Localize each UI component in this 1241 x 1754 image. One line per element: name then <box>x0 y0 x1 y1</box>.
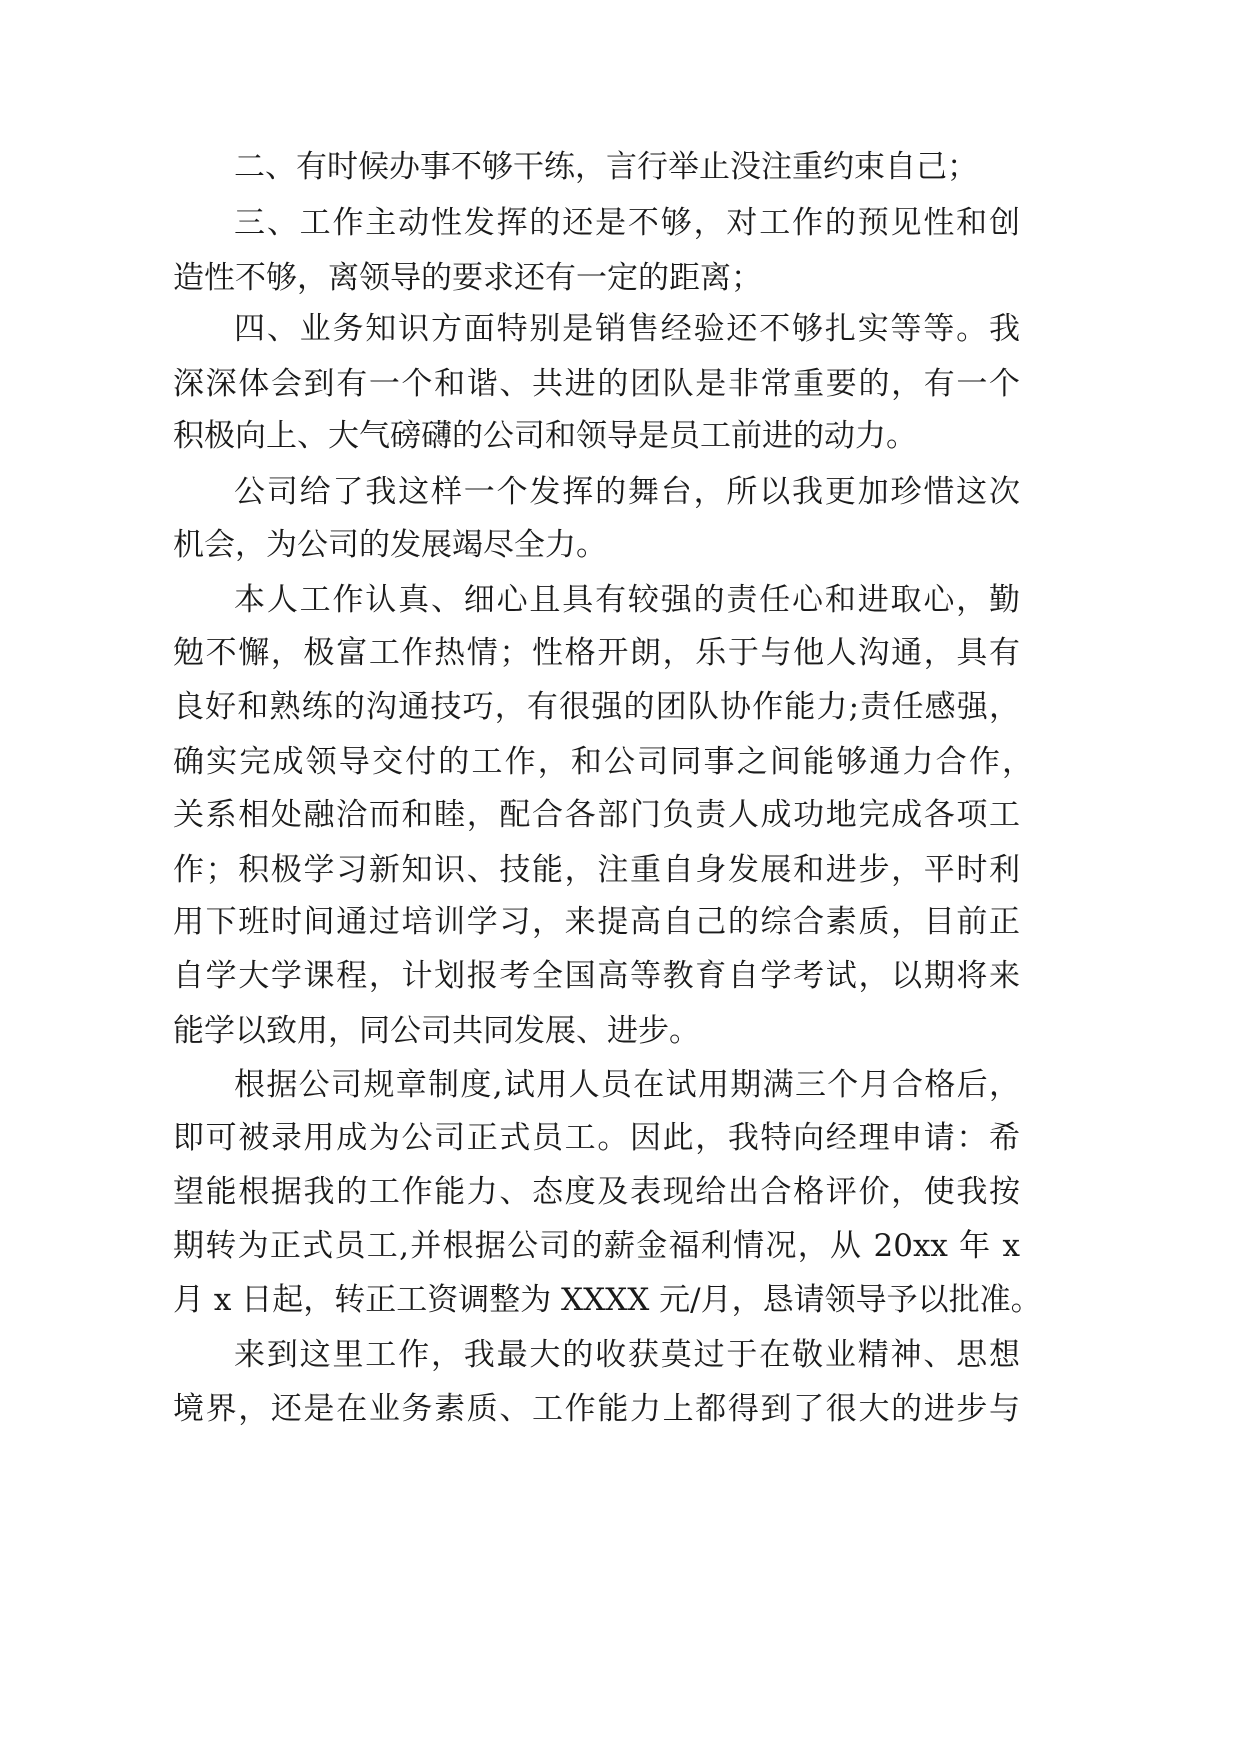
text-line: 本人工作认真、细心且具有较强的责任心和进取心，勤 <box>234 582 1020 618</box>
text-line: 期转为正式员工,并根据公司的薪金福利情况，从 20xx 年 x <box>173 1228 1020 1264</box>
text-line: 造性不够，离领导的要求还有一定的距离； <box>173 260 762 296</box>
text-line: 机会，为公司的发展竭尽全力。 <box>173 527 607 563</box>
text-line: 积极向上、大气磅礴的公司和领导是员工前进的动力。 <box>173 418 917 454</box>
text-line: 三、工作主动性发挥的还是不够，对工作的预见性和创 <box>234 205 1020 241</box>
text-line: 四、业务知识方面特别是销售经验还不够扎实等等。我 <box>234 311 1020 347</box>
text-line: 关系相处融洽而和睦，配合各部门负责人成功地完成各项工 <box>173 797 1020 833</box>
text-line: 自学大学课程，计划报考全国高等教育自学考试，以期将来 <box>173 958 1020 994</box>
text-line: 根据公司规章制度,试用人员在试用期满三个月合格后， <box>234 1067 1020 1103</box>
text-line: 勉不懈，极富工作热情；性格开朗，乐于与他人沟通，具有 <box>173 635 1020 671</box>
text-line: 月 x 日起，转正工资调整为 XXXX 元/月，恳请领导予以批准。 <box>173 1282 1042 1318</box>
text-line: 望能根据我的工作能力、态度及表现给出合格评价，使我按 <box>173 1174 1020 1210</box>
text-line: 来到这里工作，我最大的收获莫过于在敬业精神、思想 <box>234 1337 1020 1373</box>
text-line: 境界，还是在业务素质、工作能力上都得到了很大的进步与 <box>173 1391 1020 1427</box>
text-line: 即可被录用成为公司正式员工。因此，我特向经理申请：希 <box>173 1120 1020 1156</box>
text-line: 深深体会到有一个和谐、共进的团队是非常重要的，有一个 <box>173 366 1020 402</box>
text-line: 二、有时候办事不够干练，言行举止没注重约束自己； <box>234 149 978 185</box>
text-line: 良好和熟练的沟通技巧，有很强的团队协作能力;责任感强， <box>173 689 1020 725</box>
text-line: 作；积极学习新知识、技能，注重自身发展和进步，平时利 <box>173 852 1020 888</box>
text-line: 公司给了我这样一个发挥的舞台，所以我更加珍惜这次 <box>234 474 1020 510</box>
text-line: 确实完成领导交付的工作，和公司同事之间能够通力合作， <box>173 744 1033 780</box>
text-line: 用下班时间通过培训学习，来提高自己的综合素质，目前正 <box>173 904 1020 940</box>
text-line: 能学以致用，同公司共同发展、进步。 <box>173 1013 700 1049</box>
